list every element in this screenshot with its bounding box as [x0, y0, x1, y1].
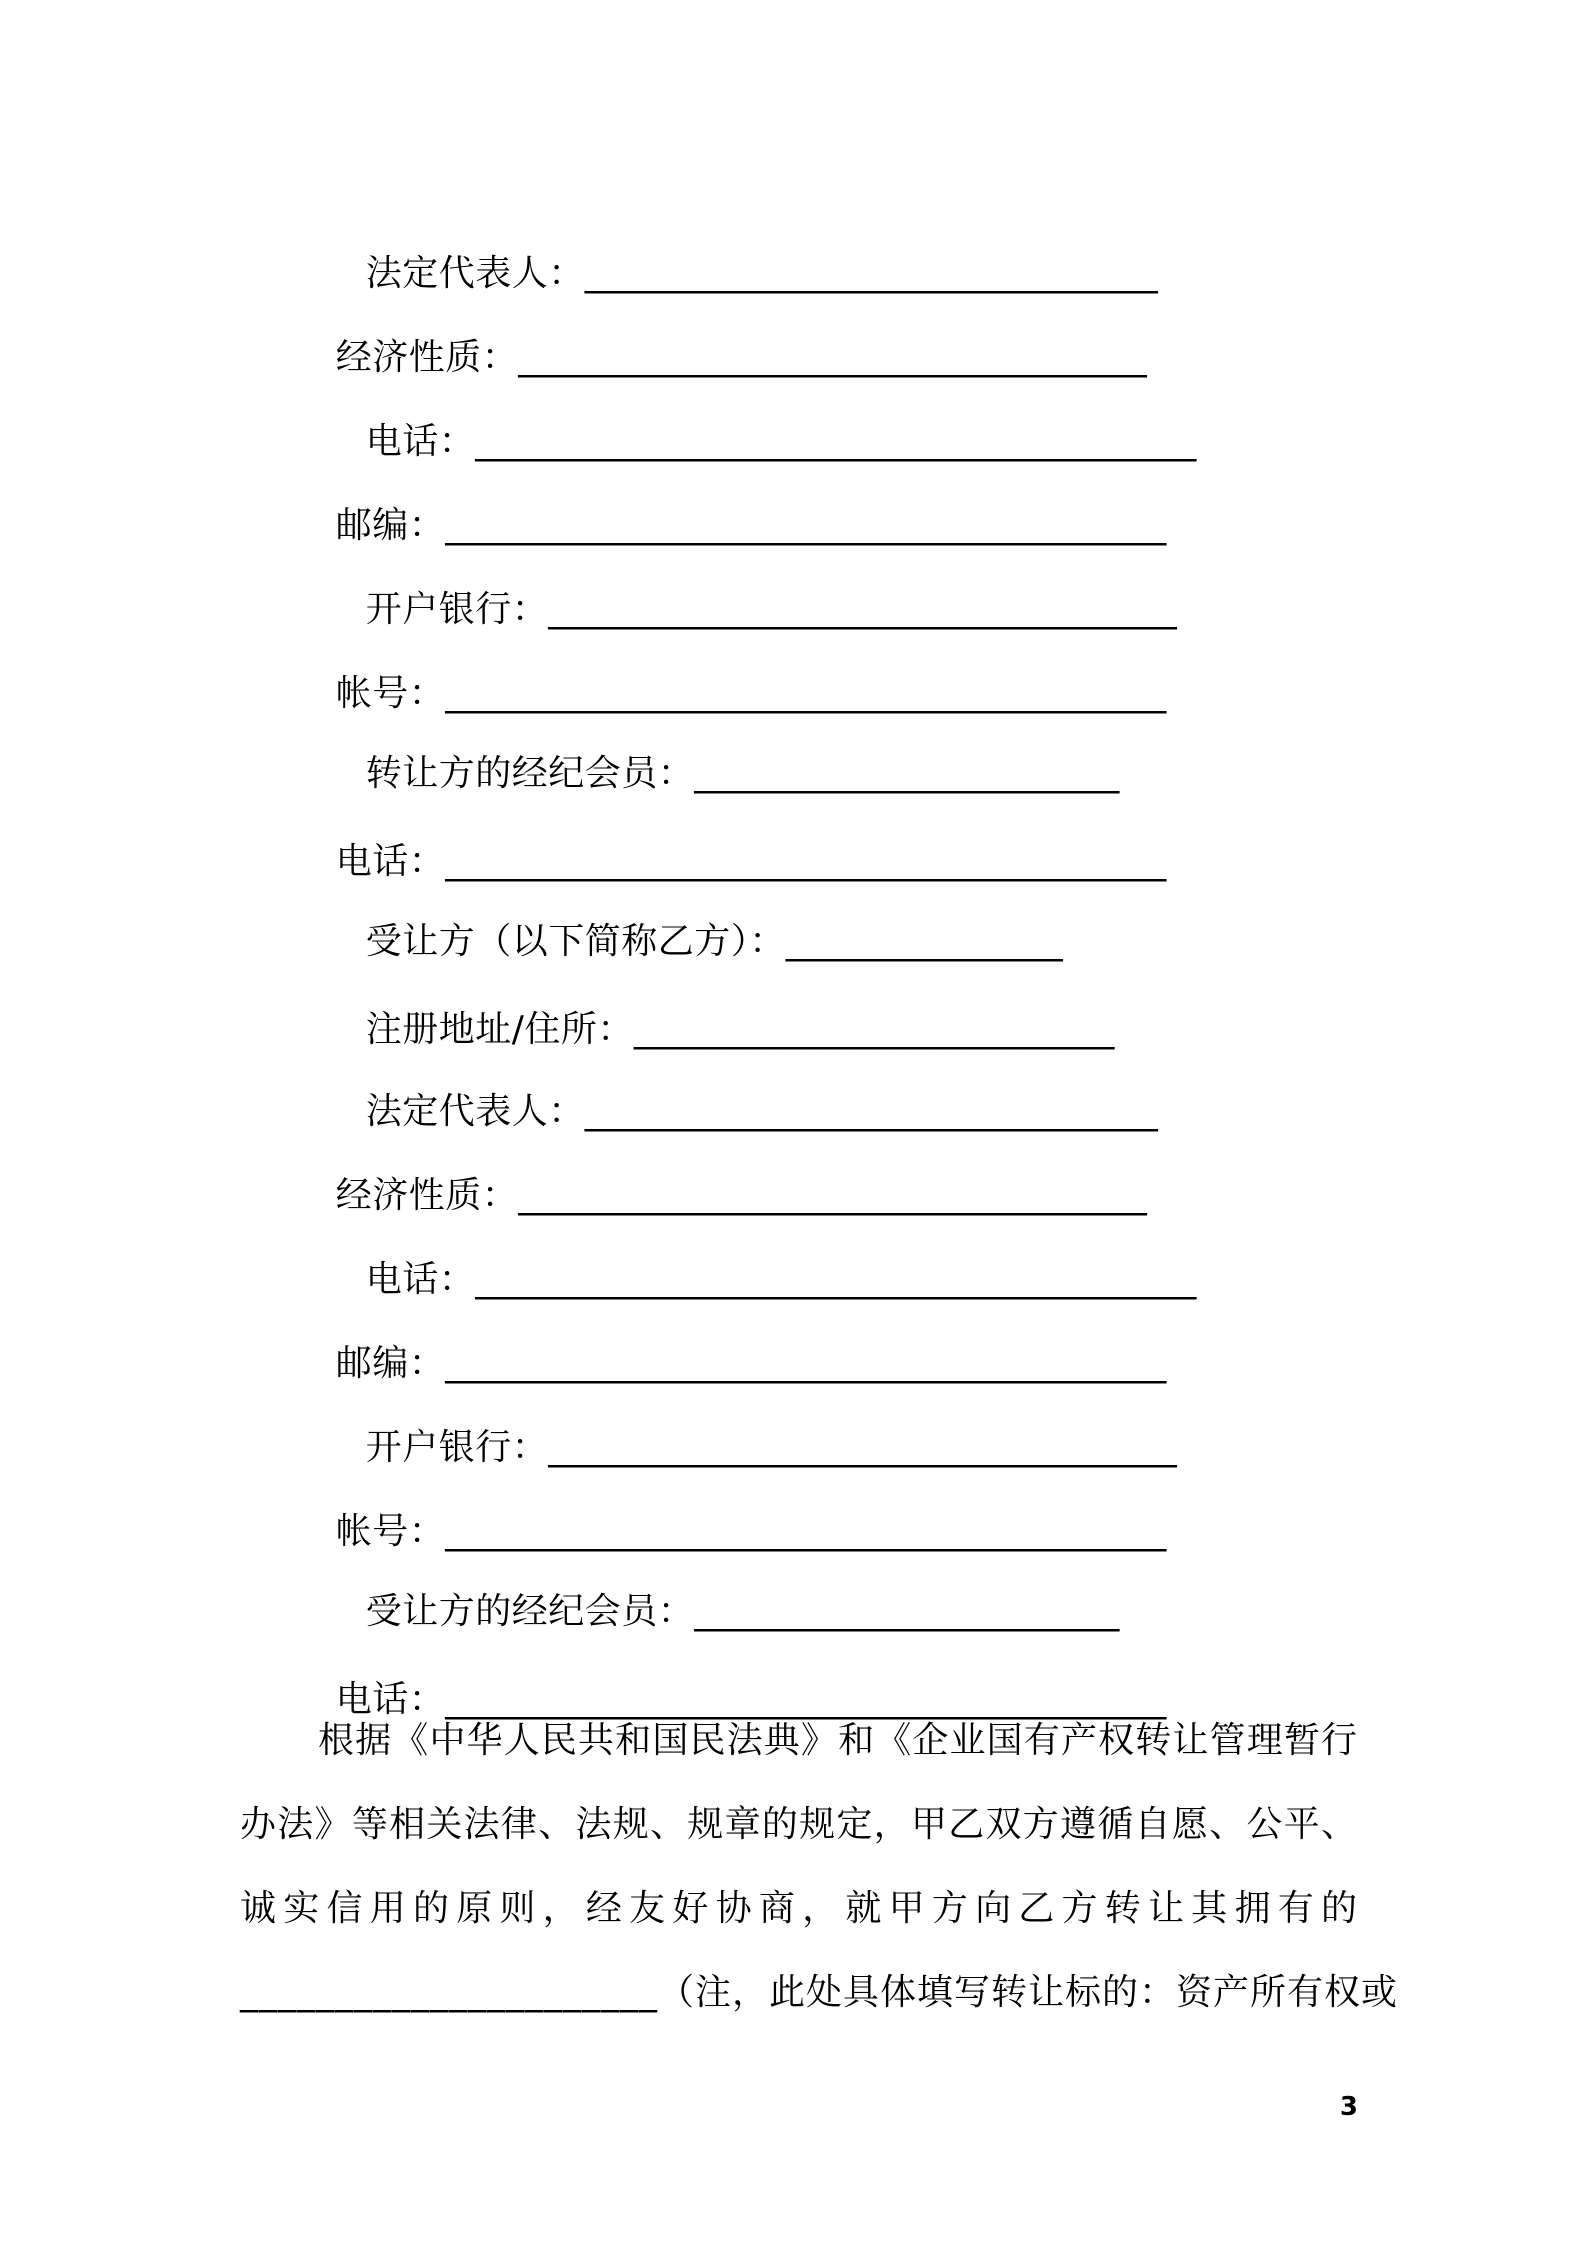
field-blank[interactable]: _______________________ [694, 1591, 1120, 1632]
field-blank[interactable]: __________________________ [633, 1009, 1115, 1050]
transfer-object-note: （注，此处具体填写转让标的：资产所有权或 [658, 1972, 1399, 2013]
field-blank[interactable]: __________________________________ [518, 337, 1148, 378]
field-label: 帐号： [335, 1511, 446, 1552]
transfer-object-blank[interactable]: ______________________ [240, 1972, 658, 2013]
field-label: 受让方的经纪会员： [365, 1591, 695, 1632]
field-blank[interactable]: _______________ [785, 921, 1064, 962]
field-blank[interactable]: _______________________________________ [445, 673, 1167, 714]
field-blank[interactable]: _______________________________________ [445, 1679, 1167, 1720]
field-blank[interactable]: __________________________________ [548, 1427, 1178, 1468]
field-label: 法定代表人： [365, 1091, 585, 1132]
field-label: 开户银行： [365, 589, 549, 630]
field-label: 开户银行： [365, 1427, 549, 1468]
field-label: 邮编： [335, 1343, 446, 1384]
field-label: 帐号： [335, 673, 446, 714]
field-label: 经济性质： [335, 1175, 519, 1216]
paragraph-line-2: 办法》等相关法律、法规、规章的规定，甲乙双方遵循自愿、公平、 [240, 1804, 1358, 1845]
field-label: 转让方的经纪会员： [365, 753, 695, 794]
field-blank[interactable]: _______________________________________ [475, 421, 1197, 462]
field-label: 电话： [365, 1259, 476, 1300]
field-label: 邮编： [335, 505, 446, 546]
field-label: 法定代表人： [365, 253, 585, 294]
paragraph-line-4 [240, 1964, 1399, 2015]
field-label: 受让方（以下简称乙方）： [365, 921, 786, 962]
field-blank[interactable]: _______________________ [694, 753, 1120, 794]
field-blank[interactable]: __________________________________ [548, 589, 1178, 630]
field-blank[interactable]: _______________________________________ [445, 1343, 1167, 1384]
field-blank[interactable]: _______________________________________ [445, 841, 1167, 882]
field-label: 电话： [335, 841, 446, 882]
field-label: 电话： [365, 421, 476, 462]
field-blank[interactable]: _______________________________ [584, 1091, 1159, 1132]
field-blank[interactable]: _______________________________________ [445, 505, 1167, 546]
field-blank[interactable]: _______________________________________ [475, 1259, 1197, 1300]
field-label: 经济性质： [335, 337, 519, 378]
page-number: 3 [1339, 2092, 1358, 2122]
field-blank[interactable]: _______________________________________ [445, 1511, 1167, 1552]
field-label: 注册地址/住所： [365, 1009, 634, 1050]
field-label: 电话： [335, 1679, 446, 1720]
paragraph-line-1: 根据《中华人民共和国民法典》和《企业国有产权转让管理暂行 [318, 1720, 1358, 1761]
paragraph-line-3: 诚实信用的原则，经友好协商，就甲方向乙方转让其拥有的 [240, 1888, 1358, 1929]
field-blank[interactable]: __________________________________ [518, 1175, 1148, 1216]
field-blank[interactable]: _______________________________ [584, 253, 1159, 294]
